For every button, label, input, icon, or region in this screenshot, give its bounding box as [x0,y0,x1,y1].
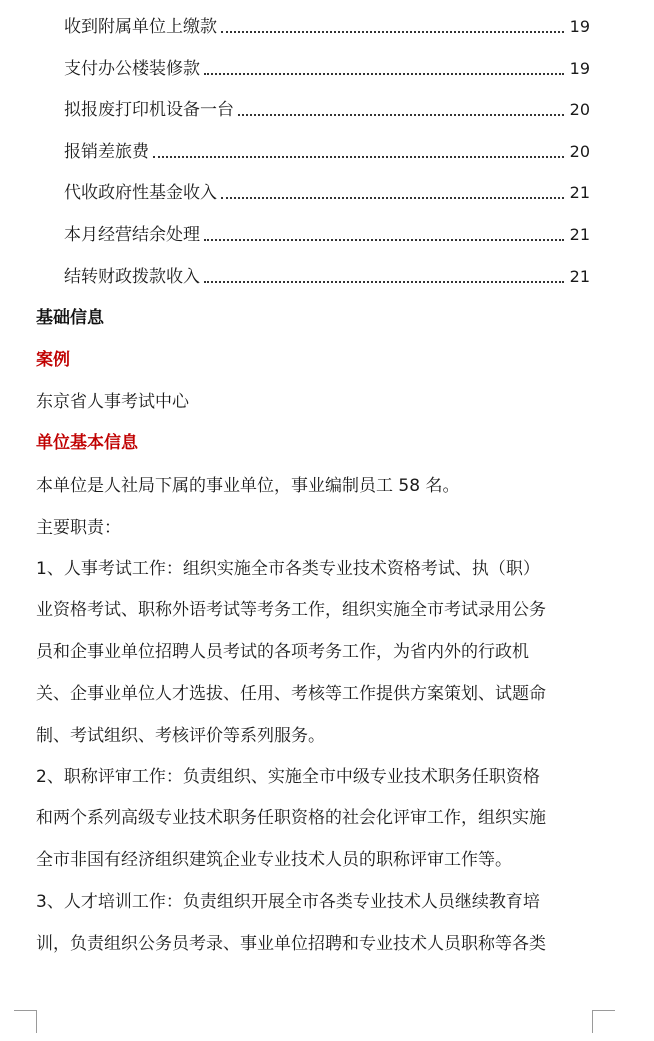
toc-entry[interactable] [64,57,590,81]
toc-leader-dots [204,73,564,75]
page-corner-mark-left [14,1010,37,1033]
duty-line: 和两个系列高级专业技术职务任职资格的社会化评审工作，组织实施 [36,808,546,828]
toc-leader-dots [153,156,564,158]
toc-leader-dots [204,239,564,241]
toc-leader-dots [221,197,564,199]
unit-info-heading: 单位基本信息 [36,433,138,453]
duty-line: 关、企事业单位人才选拔、任用、考核等工作提供方案策划、试题命 [36,684,546,704]
duty-line: 2、职称评审工作：负责组织、实施全市中级专业技术职务任职资格 [36,767,540,787]
duty-line: 训，负责组织公务员考录、事业单位招聘和专业技术人员职称等各类 [36,934,546,954]
duty-line: 制、考试组织、考核评价等系列服务。 [36,726,325,746]
section-heading: 基础信息 [36,308,104,328]
toc-entry-title: 支付办公楼装修款 [64,59,200,79]
toc-leader-dots [238,114,564,116]
toc-entry-page: 20 [569,142,590,161]
case-heading: 案例 [36,350,70,370]
toc-entry-page: 19 [569,59,590,78]
organization-name: 东京省人事考试中心 [36,392,189,412]
duties-heading: 主要职责： [36,518,121,538]
toc-entry-page: 21 [569,267,590,286]
duty-line: 3、人才培训工作：负责组织开展全市各类专业技术人员继续教育培 [36,892,540,912]
duty-line: 业资格考试、职称外语考试等考务工作，组织实施全市考试录用公务 [36,600,546,620]
duty-line: 员和企事业单位招聘人员考试的各项考务工作，为省内外的行政机 [36,642,529,662]
toc-entry-title: 拟报废打印机设备一台 [64,100,234,120]
toc-entry[interactable] [64,140,590,164]
toc-entry-page: 19 [569,17,590,36]
unit-description: 本单位是人社局下属的事业单位，事业编制员工 58 名。 [36,476,460,496]
toc-entry-page: 21 [569,225,590,244]
toc-entry-title: 收到附属单位上缴款 [64,17,217,37]
toc-entry-title: 报销差旅费 [64,142,149,162]
toc-entry-page: 20 [569,100,590,119]
toc-entry-title: 结转财政拨款收入 [64,267,200,287]
toc-entry[interactable] [64,181,590,205]
duty-line: 全市非国有经济组织建筑企业专业技术人员的职称评审工作等。 [36,850,512,870]
page-corner-mark-right [592,1010,615,1033]
toc-entry-title: 本月经营结余处理 [64,225,200,245]
toc-entry-title: 代收政府性基金收入 [64,183,217,203]
toc-entry[interactable] [64,265,590,289]
toc-entry[interactable] [64,98,590,122]
toc-entry[interactable] [64,15,590,39]
toc-entry-page: 21 [569,183,590,202]
duty-line: 1、人事考试工作：组织实施全市各类专业技术资格考试、执（职） [36,559,540,579]
toc-leader-dots [204,281,564,283]
toc-leader-dots [221,31,564,33]
toc-entry[interactable] [64,223,590,247]
